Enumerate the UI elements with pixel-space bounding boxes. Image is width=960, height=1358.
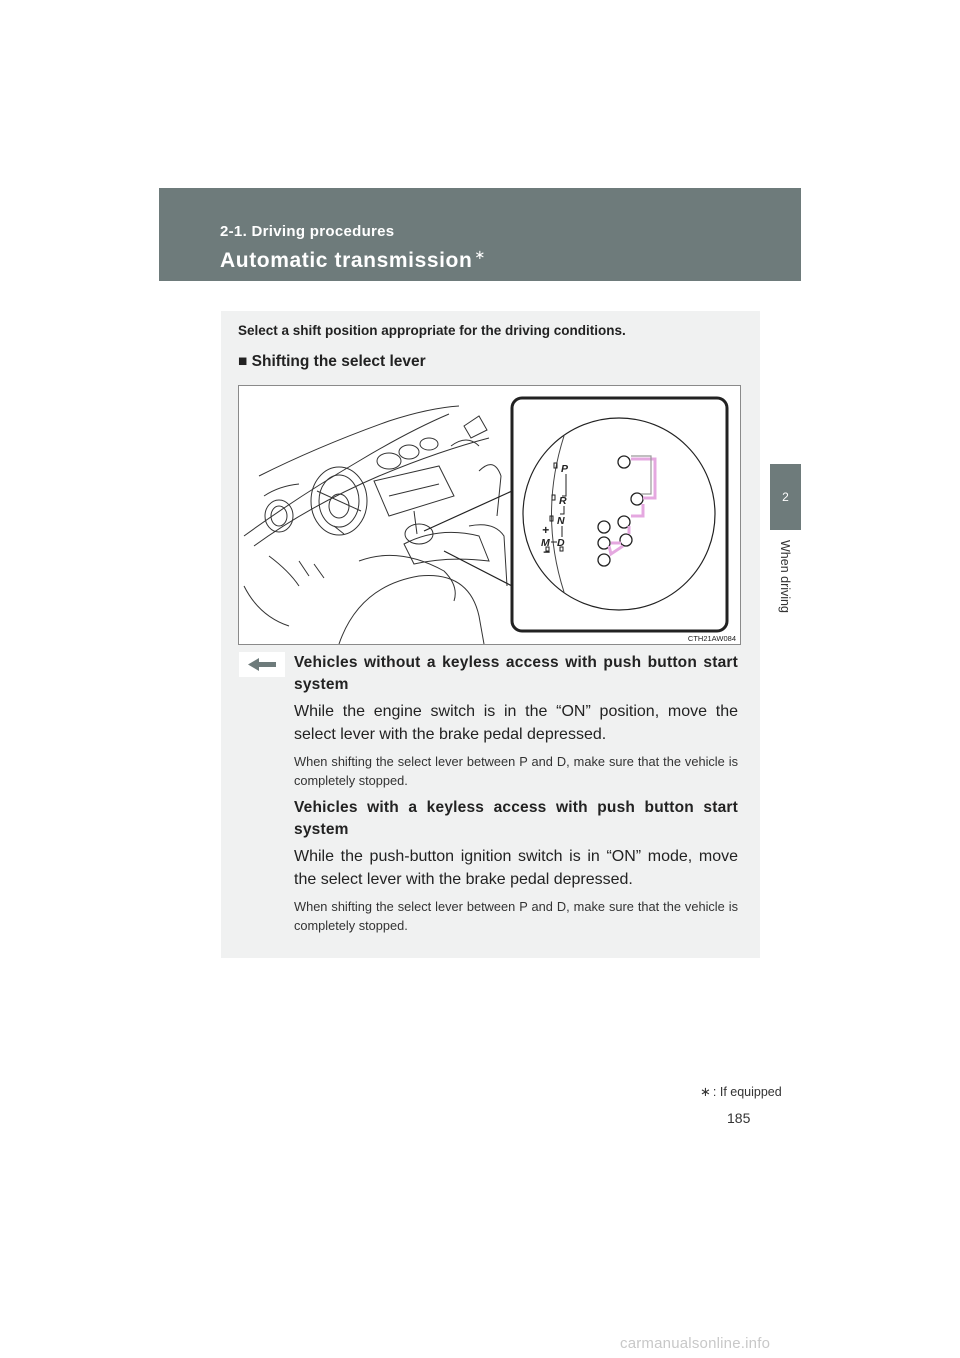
shift-lever-figure [238, 385, 741, 645]
gate-label-plus: + [542, 523, 550, 537]
gate-label-d: D [557, 537, 565, 549]
header-band [159, 188, 801, 281]
content-panel [221, 311, 760, 958]
gate-label-m: M [541, 537, 550, 549]
item-body: While the engine switch is in the “ON” position, move the select lever with the brake pedal depressed. [294, 703, 738, 743]
back-arrow-badge [239, 652, 285, 677]
gate-label-r: R [559, 495, 567, 507]
slot-m-bottom-icon [598, 554, 610, 566]
item-note: When shifting the select lever between P and D, make sure that the vehicle is completely stopped. [294, 899, 738, 933]
left-arrow-icon [239, 652, 285, 677]
footnote-text: : If equipped [712, 1085, 782, 1099]
gate-label-n: N [557, 515, 565, 527]
instruction-with-keyless [294, 797, 738, 935]
item-title: Vehicles without a keyless access with push button start system [294, 654, 738, 693]
intro-text: Select a shift position appropriate for the driving conditions. [238, 323, 626, 338]
gate-label-p: P [561, 463, 569, 475]
callout-line [424, 491, 512, 586]
watermark: carmanualsonline.info [620, 1335, 771, 1352]
chapter-tab[interactable]: 2 [770, 464, 801, 530]
subheading: ■ Shifting the select lever [238, 353, 426, 370]
figure-code: CTH21AW084 [687, 634, 736, 643]
equipped-mark: ∗ [474, 247, 486, 262]
page-title-text: Automatic transmission [220, 249, 473, 272]
gate-label-minus: − [543, 545, 551, 559]
page-number: 185 [727, 1110, 751, 1126]
item-note: When shifting the select lever between P and D, make sure that the vehicle is completely stopped. [294, 754, 738, 788]
shift-lever-illustration [239, 386, 740, 644]
chapter-label: When driving [778, 540, 792, 613]
item-title: Vehicles with a keyless access with push button start system [294, 799, 738, 838]
footnote [700, 1084, 782, 1100]
slot-p-icon [618, 456, 630, 468]
section-label: 2-1. Driving procedures [220, 223, 395, 240]
slot-d-icon [620, 534, 632, 546]
item-body: While the push-button ignition switch is in “ON” mode, move the select lever with the brake pedal depressed. [294, 848, 738, 888]
instruction-without-keyless [294, 652, 738, 790]
page-title [220, 247, 486, 273]
slot-r-icon [631, 493, 643, 505]
car-interior-drawing [244, 406, 507, 644]
slot-m-top-icon [598, 521, 610, 533]
footnote-mark: ∗ [700, 1084, 711, 1099]
